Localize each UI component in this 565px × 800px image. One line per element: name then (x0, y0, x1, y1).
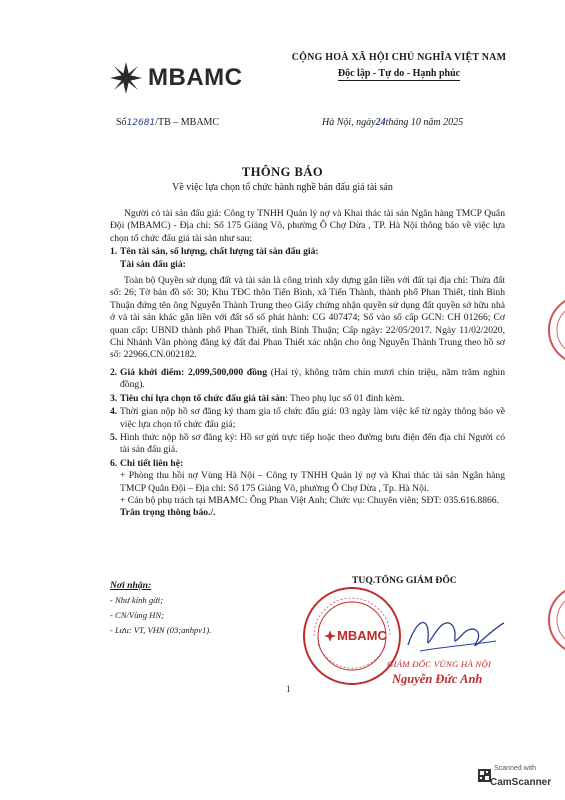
section-1 (110, 246, 505, 258)
document-body (110, 208, 505, 520)
recipient-item: - CN/Vùng HN; (110, 610, 164, 620)
camscanner-line-1: Scanned with (494, 765, 537, 772)
section-number: 6. (110, 457, 118, 469)
contact-heading: Chi tiết liên hệ: (120, 457, 184, 469)
doc-number-prefix: Số (116, 117, 127, 128)
mbamc-star-icon (108, 60, 144, 96)
camscanner-badge (476, 763, 564, 797)
page-title: THÔNG BÁO (241, 165, 324, 179)
submission-time: Thời gian nộp hồ sơ đăng ký tham gia tổ chức đấu giá: 03 ngày làm việc kể từ ngày thông báo về việc lựa chọn tổ chức đấu giá; (120, 406, 505, 430)
nation-name: CỘNG HOÀ XÃ HỘI CHỦ NGHĨA VIỆT NAM (291, 52, 507, 63)
signer-position: GIÁM ĐỐC VÙNG HÀ NỘI (387, 659, 492, 669)
section-4 (110, 406, 505, 431)
date-rest: tháng 10 năm 2025 (385, 117, 464, 128)
section-5 (110, 432, 505, 457)
camscanner-line-2: CamScanner (490, 777, 552, 788)
handwritten-signature-icon (400, 605, 510, 665)
section-6 (110, 458, 505, 470)
section-heading: Tên tài sản, số lượng, chất lượng tài sản đấu giá: (120, 246, 319, 258)
section-number: 5. (110, 431, 118, 443)
section-subheading: Tài sản đấu giá: (120, 258, 186, 270)
place-text: Hà Nội, ngày (322, 117, 376, 128)
contact-line-2: + Cán bộ phụ trách tại MBAMC: Ông Phan Việt Anh; Chức vụ: Chuyên viên; SĐT: 035.616.8866. (120, 494, 499, 506)
section-2 (110, 367, 505, 392)
national-motto: Độc lập - Tự do - Hạnh phúc (337, 68, 461, 79)
signer-role: TUQ.TỔNG GIÁM ĐỐC (352, 575, 457, 586)
asset-description: Toàn bộ Quyền sử dụng đất và tài sản là công trình xây dựng gắn liền với đất tại địa chỉ: Thửa đất số: 26; Tờ bản đồ số: 30; Khu TĐC thôn Tiến Bình, xã Tiến Thành, thành phố Phan Thiết, tỉnh Bình Thuận đứng tên ông Nguyễn Thành Trung theo Giấy chứng nhận quyền sử dụng đất quyền sở hữu nhà ở và tài sản khác gắn liền với đất số số phát hành: CG 407474; Số vào sổ cấp GCN: CH 01266; Cơ quan cấp: UBND thành phố Phan Thiết, tỉnh Bình Thuận; Cấp ngày: 22/05/2017. Ngày 11/02/2020, Chi Nhánh Văn phòng đăng ký đất đai Phan Thiết xác nhận cho ông Nguyễn Thành Trung theo hồ sơ số: 22966.CN.002182. (110, 275, 505, 361)
recipient-item: - Lưu: VT, VHN (03;anhpv1). (110, 625, 212, 635)
submission-method: Hình thức nộp hồ sơ đăng ký: Hồ sơ gửi trực tiếp hoặc theo đường bưu điện đến địa chỉ Người có tài sản đấu giá. (120, 431, 505, 456)
logo-text: MBAMC (148, 64, 243, 91)
place-and-date (322, 117, 463, 128)
section-number: 3. (110, 392, 118, 404)
page-number: 1 (286, 684, 291, 694)
document-number (116, 117, 219, 128)
starting-price-label: Giá khởi điểm: 2,099,500,000 đồng (120, 366, 268, 378)
contact-line-1: + Phòng thu hồi nợ Vùng Hà Nội – Công ty TNHH Quản lý nợ và Khai thác tài sản Ngân hàng TMCP Quân Đội – Địa chỉ: Số 175 Giảng Võ, phường Ô Chợ Dừa , Tp. Hà Nội. (120, 470, 505, 494)
edge-seal-fragment-icon (543, 590, 565, 650)
signer-name: Nguyễn Đức Anh (392, 672, 483, 686)
recipients-block (110, 578, 211, 638)
starting-price-words: (Hai tỷ, không trăm chín mươi chín triệu, năm trăm nghìn đồng). (120, 366, 505, 391)
company-seal-icon (300, 584, 404, 688)
section-number: 2. (110, 366, 118, 378)
intro-paragraph: Người có tài sản đấu giá: Công ty TNHH Quản lý nợ và Khai thác tài sản Ngân hàng TMCP Quân Đội (MBAMC) - Địa chỉ: Số 175 Giảng Võ, phường Ô Chợ Dừa , TP. Hà Nội thông báo về việc lựa chọn tổ chức đấu giá tài sản như sau: (110, 208, 505, 244)
section-number: 1. (110, 246, 118, 258)
doc-number-suffix: /TB – MBAMC (155, 117, 220, 128)
section-number: 4. (110, 406, 118, 418)
edge-seal-fragment-icon (543, 300, 565, 360)
section-3 (110, 393, 505, 405)
company-logo (108, 60, 242, 96)
seal-text: MBAMC (337, 628, 387, 643)
page-subtitle: Về việc lựa chọn tổ chức hành nghề bán đấu giá tài sản (172, 182, 393, 193)
closing-line: Trân trọng thông báo./. (120, 507, 216, 519)
recipients-heading: Nơi nhận: (110, 580, 152, 591)
doc-number-handwritten: 12681 (126, 118, 156, 128)
criteria-text: : Theo phụ lục số 01 đính kèm. (285, 392, 405, 404)
day-handwritten: 24 (375, 117, 386, 128)
criteria-label: Tiêu chí lựa chọn tổ chức đấu giá tài sản (120, 392, 286, 404)
national-header (284, 52, 514, 81)
recipient-item: - Như kính gửi; (110, 595, 164, 605)
